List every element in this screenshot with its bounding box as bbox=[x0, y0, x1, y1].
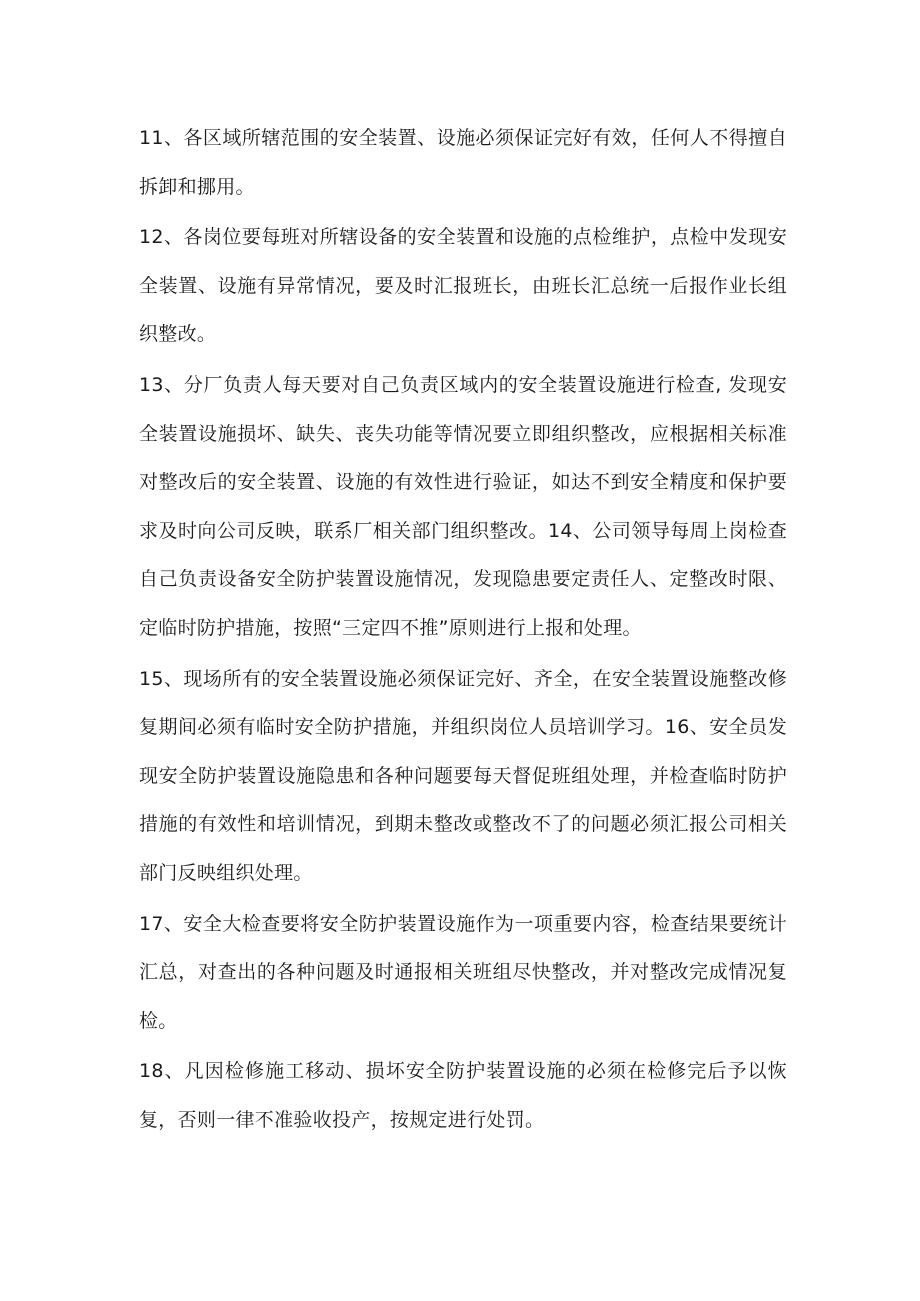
paragraph-12: 12、各岗位要每班对所辖设备的安全装置和设施的点检维护，点检中发现安全装置、设施有异常情况，要及时汇报班长，由班长汇总统一后报作业长组织整改。 bbox=[139, 226, 787, 346]
paragraph-15-16: 15、现场所有的安全装置设施必须保证完好、齐全，在安全装置设施整改修复期间必须有临时安全防护措施，并组织岗位人员培训学习。16、安全员发现安全防护装置设施隐患和各种问题要每天督促班组处理，并检查临时防护措施的有效性和培训情况，到期未整改或整改不了的问题必须汇报公司相关部门反映组织处理。 bbox=[139, 667, 787, 884]
paragraph-13-14: 13、分厂负责人每天要对自己负责区域内的安全装置设施进行检查, 发现安全装置设施损坏、缺失、丧失功能等情况要立即组织整改，应根据相关标准对整改后的安全装置、设施的有效性进行验证，如达不到安全精度和保护要求及时向公司反映，联系厂相关部门组织整改。14、公司领导每周上岗检查自己负责设备安全防护装置设施情况，发现隐患要定责任人、定整改时限、定临时防护措施，按照“三定四不推”原则进行上报和处理。 bbox=[139, 373, 787, 639]
document-body bbox=[139, 114, 787, 1146]
paragraph-11: 11、各区域所辖范围的安全装置、设施必须保证完好有效，任何人不得擅自拆卸和挪用。 bbox=[139, 127, 787, 198]
paragraph-18: 18、凡因检修施工移动、损坏安全防护装置设施的必须在检修完后予以恢复，否则一律不准验收投产，按规定进行处罚。 bbox=[139, 1060, 787, 1131]
paragraph-17: 17、安全大检查要将安全防护装置设施作为一项重要内容，检查结果要统计汇总，对查出的各种问题及时通报相关班组尽快整改，并对整改完成情况复检。 bbox=[139, 912, 787, 1032]
